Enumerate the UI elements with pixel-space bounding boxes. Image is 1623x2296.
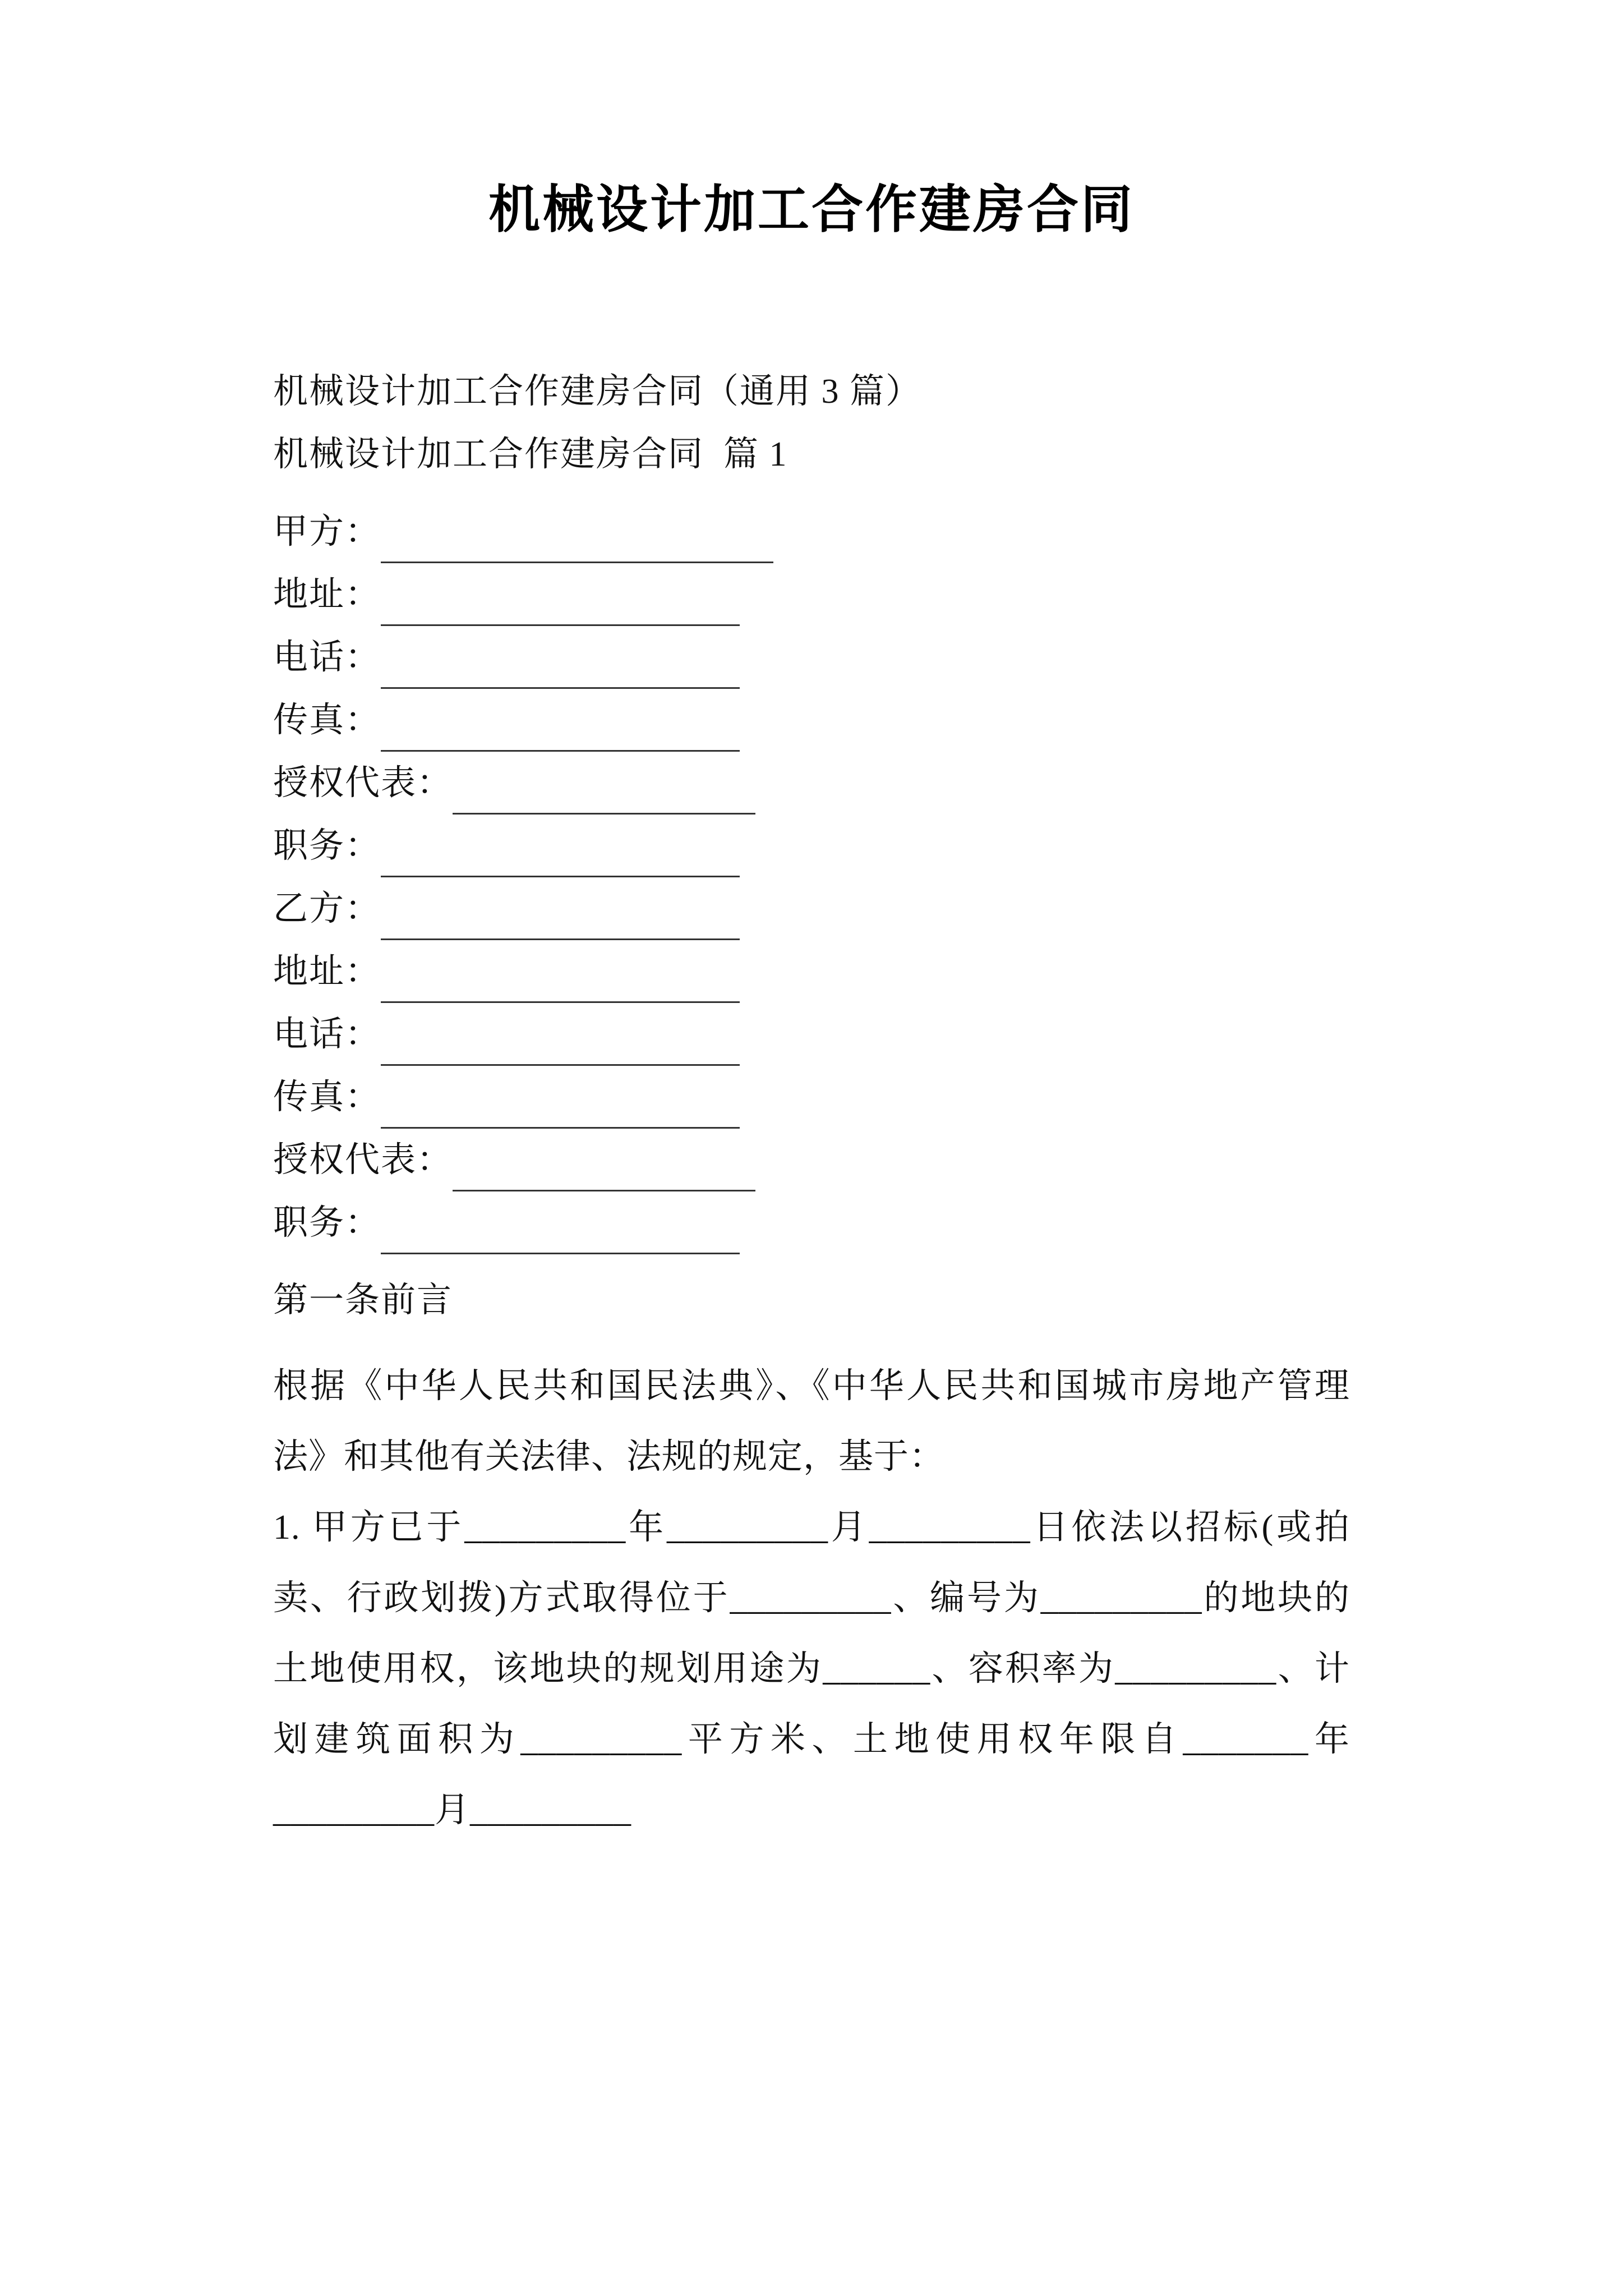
field-row-representative-2 [273, 1129, 1350, 1191]
field-label: 授权代表： [273, 1141, 453, 1179]
field-label: 乙方： [273, 890, 381, 928]
field-label: 地址： [273, 953, 381, 991]
field-blank[interactable] [381, 1097, 740, 1129]
page-title: 机械设计加工合作建房合同 [488, 180, 1135, 240]
field-label: 电话： [273, 1015, 381, 1053]
field-label: 授权代表： [273, 764, 453, 802]
field-row-jiafang [273, 500, 1350, 563]
field-blank[interactable] [381, 845, 740, 877]
field-blank[interactable] [381, 720, 740, 752]
field-blank[interactable] [453, 1159, 755, 1191]
field-row-position-1 [273, 815, 1350, 877]
field-blank[interactable] [381, 1034, 740, 1066]
field-row-fax-1 [273, 689, 1350, 752]
field-blank[interactable] [381, 594, 740, 626]
paragraph-item-1: 1. 甲方已于_________年_________月_________日依法以招标(或拍卖、行政划拨)方式取得位于_________、编号为_________的地块的土地使用权，该地块的规划用途为______、容积率为_________、计划建筑面积为_________平方米、土地使用权年限自_______年_________月_________ [273, 1508, 1350, 1829]
field-label: 职务： [273, 1204, 381, 1242]
field-label: 职务： [273, 827, 381, 865]
field-label: 传真： [273, 701, 381, 739]
field-blank[interactable] [381, 908, 740, 940]
field-label: 电话： [273, 638, 381, 677]
document-body [273, 242, 1350, 1846]
intro-line-1: 机械设计加工合作建房合同（通用 3 篇） [273, 372, 922, 411]
field-row-fax-2 [273, 1066, 1350, 1129]
field-blank[interactable] [381, 531, 773, 563]
field-blank[interactable] [381, 657, 740, 689]
field-row-phone-2 [273, 1003, 1350, 1066]
field-blank[interactable] [453, 783, 755, 815]
field-row-position-2 [273, 1191, 1350, 1254]
field-row-phone-1 [273, 626, 1350, 689]
field-label: 地址： [273, 576, 381, 614]
field-row-representative-1 [273, 752, 1350, 815]
intro-line-2: 机械设计加工合作建房合同 篇 1 [273, 435, 788, 473]
paragraph-legal-basis: 根据《中华人民共和国民法典》、《中华人民共和国城市房地产管理法》和其他有关法律、法规的规定，基于： [273, 1367, 1350, 1476]
field-label: 传真： [273, 1078, 381, 1116]
field-label: 甲方： [273, 513, 381, 551]
field-row-yifang [273, 877, 1350, 940]
field-row-address-1 [273, 563, 1350, 626]
field-row-address-2 [273, 940, 1350, 1003]
field-blank[interactable] [381, 1222, 740, 1254]
section-heading: 第一条前言 [273, 1281, 453, 1319]
field-blank[interactable] [381, 971, 740, 1003]
